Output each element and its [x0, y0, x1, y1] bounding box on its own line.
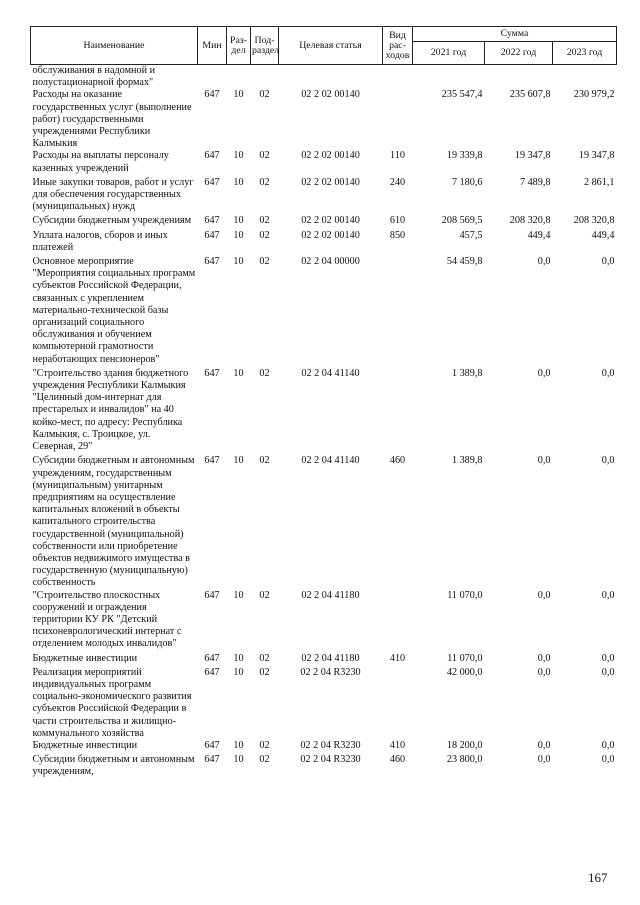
row-sum-2021: 11 070,0 [447, 589, 483, 601]
row-name: Бюджетные инвестиции [32, 739, 138, 751]
row-sum-2021: 1 389,8 [451, 455, 483, 467]
row-podrazdel: 02 [259, 215, 270, 227]
row-name: Субсидии бюджетным и автономным учреждениям, государственным (муниципальным) унитарным предприятиям на осуществление капитальных вложений в объекты капитального строительства государственной (муниципальной) собственности или приобретение объектов недвижимого имущества в государственную (муниципальную) собственность [32, 455, 195, 589]
row-min: 647 [204, 652, 220, 664]
row-name: Расходы на оказание государственных услуг (выполнение работ) государственными учреждениями Республики Калмыкия [32, 89, 192, 150]
header-year-2022: 2022 год [485, 42, 553, 65]
row-sum-2023: 449,4 [591, 229, 615, 241]
row-sum-2021: 457,5 [459, 229, 483, 241]
row-razdel: 10 [233, 455, 244, 467]
row-sum-2022: 0,0 [537, 455, 551, 467]
header-year-2023: 2023 год [553, 42, 617, 65]
table-row [31, 754, 617, 778]
row-vid [383, 256, 413, 368]
row-sum-2022: 0,0 [537, 589, 551, 601]
row-razdel: 10 [233, 256, 244, 268]
row-podrazdel: 02 [259, 256, 270, 268]
row-min [198, 65, 227, 90]
row-sum-2021: 11 070,0 [447, 652, 483, 664]
row-name: обслуживания в надомной и полустационарной формах" [32, 65, 156, 89]
row-min: 647 [204, 739, 220, 751]
row-min: 647 [204, 89, 220, 101]
row-name: "Строительство здания бюджетного учреждения Республики Калмыкия "Целинный дом-интернат для престарелых и инвалидов" на 40 койко-мест, по адресу: Республика Калмыкия, с. Троицкое, ул. Северная, 29" [32, 367, 189, 453]
row-podrazdel [251, 65, 279, 90]
row-sum-2021: 42 000,0 [446, 666, 483, 678]
row-name: Расходы на выплаты персоналу казенных учреждений [32, 150, 169, 174]
row-sum-2022: 235 607,8 [509, 89, 551, 101]
row-vid [383, 368, 413, 455]
row-podrazdel: 02 [259, 150, 270, 162]
row-podrazdel: 02 [259, 176, 270, 188]
row-sum-2022: 0,0 [537, 367, 551, 379]
table-row [31, 89, 617, 150]
row-name: Бюджетные инвестиции [32, 652, 138, 664]
row-sum-2023: 19 347,8 [578, 150, 615, 162]
table-row [31, 65, 617, 90]
row-sum-2021: 235 547,4 [441, 89, 483, 101]
row-podrazdel: 02 [259, 589, 270, 601]
table-row [31, 653, 617, 667]
header-year-2021: 2021 год [413, 42, 485, 65]
row-sum-2023: 0,0 [601, 589, 615, 601]
table-row [31, 215, 617, 229]
row-sum-2023: 0,0 [601, 739, 615, 751]
row-podrazdel: 02 [259, 739, 270, 751]
table-body [31, 65, 617, 779]
row-sum-2022: 0,0 [537, 256, 551, 268]
row-vid [383, 89, 413, 150]
table-row [31, 256, 617, 368]
row-sum-2023: 0,0 [601, 652, 615, 664]
header-razdel: Раз-дел [227, 27, 251, 65]
table-row [31, 455, 617, 589]
row-razdel [227, 65, 251, 90]
row-name: Уплата налогов, сборов и иных платежей [32, 229, 168, 253]
row-name: Реализация мероприятий индивидуальных программ социально-экономического развития субъектов Российской Федерации в части строительства и жилищно-коммунального хозяйства [32, 666, 192, 739]
header-target: Целевая статья [279, 27, 383, 65]
table-row [31, 740, 617, 754]
row-min: 647 [204, 367, 220, 379]
row-min: 647 [204, 589, 220, 601]
header-sum: Сумма [413, 27, 617, 42]
row-razdel: 10 [233, 229, 244, 241]
row-podrazdel: 02 [259, 229, 270, 241]
row-podrazdel: 02 [259, 754, 270, 766]
row-razdel: 10 [233, 215, 244, 227]
row-target [279, 65, 383, 90]
row-sum-2023: 0,0 [601, 256, 615, 268]
row-sum-2022 [485, 65, 553, 90]
row-podrazdel: 02 [259, 666, 270, 678]
row-vid: 460 [389, 455, 406, 467]
row-min: 647 [204, 455, 220, 467]
header-podrazdel: Под-раздел [251, 27, 279, 65]
row-sum-2022: 0,0 [537, 754, 551, 766]
row-vid: 460 [389, 754, 406, 766]
table-row [31, 150, 617, 176]
row-sum-2021: 19 339,8 [446, 150, 483, 162]
header-min: Мин [198, 27, 227, 65]
row-target: 02 2 02 00140 [301, 89, 360, 101]
row-razdel: 10 [233, 589, 244, 601]
row-vid [383, 590, 413, 653]
row-sum-2022: 0,0 [537, 739, 551, 751]
table-row [31, 368, 617, 455]
row-sum-2021: 23 800,0 [446, 754, 483, 766]
row-sum-2023: 208 320,8 [573, 215, 615, 227]
row-min: 647 [204, 666, 220, 678]
row-vid: 850 [389, 229, 406, 241]
row-target: 02 2 02 00140 [301, 176, 360, 188]
row-name: Субсидии бюджетным учреждениям [32, 215, 192, 227]
row-vid: 410 [389, 652, 406, 664]
row-razdel: 10 [233, 176, 244, 188]
row-sum-2023 [553, 65, 617, 90]
row-name: Основное мероприятие "Мероприятия социальных программ субъектов Российской Федерации, связанных с укреплением материально-технической базы организаций социального обслуживания и обучением компьютерной грамотности неработающих пенсионеров" [32, 256, 196, 365]
header-vid: Вид рас-ходов [383, 27, 413, 65]
row-razdel: 10 [233, 666, 244, 678]
row-sum-2021 [413, 65, 485, 90]
row-vid: 110 [390, 150, 405, 162]
page-number: 167 [588, 870, 608, 885]
row-target: 02 2 04 41140 [301, 367, 360, 379]
row-podrazdel: 02 [259, 89, 270, 101]
row-sum-2021: 1 389,8 [451, 367, 483, 379]
row-target: 02 2 04 00000 [301, 256, 360, 268]
row-sum-2022: 19 347,8 [514, 150, 551, 162]
table-row [31, 177, 617, 216]
table-row [31, 590, 617, 653]
row-podrazdel: 02 [259, 652, 270, 664]
row-vid: 610 [389, 215, 406, 227]
row-sum-2023: 0,0 [601, 754, 615, 766]
row-sum-2021: 54 459,8 [446, 256, 483, 268]
row-sum-2023: 2 861,1 [583, 176, 615, 188]
row-name: Иные закупки товаров, работ и услуг для обеспечения государственных (муниципальных) нужд [32, 176, 194, 213]
header-name: Наименование [31, 27, 198, 65]
row-min: 647 [204, 256, 220, 268]
row-target: 02 2 04 41180 [301, 589, 360, 601]
row-vid: 410 [389, 739, 406, 751]
table-row [31, 667, 617, 740]
row-sum-2022: 0,0 [537, 652, 551, 664]
row-target: 02 2 04 41180 [301, 652, 360, 664]
row-sum-2022: 0,0 [537, 666, 551, 678]
row-vid [383, 65, 413, 90]
row-sum-2022: 449,4 [527, 229, 551, 241]
row-target: 02 2 02 00140 [301, 229, 360, 241]
row-sum-2022: 7 489,8 [519, 176, 551, 188]
row-sum-2023: 0,0 [601, 367, 615, 379]
row-target: 02 2 04 41140 [301, 455, 360, 467]
row-razdel: 10 [233, 652, 244, 664]
row-razdel: 10 [233, 367, 244, 379]
row-podrazdel: 02 [259, 455, 270, 467]
row-sum-2021: 18 200,0 [446, 739, 483, 751]
row-target: 02 2 04 R3230 [300, 739, 361, 751]
row-name: Субсидии бюджетным и автономным учреждениям, [32, 754, 195, 778]
row-min: 647 [204, 229, 220, 241]
row-target: 02 2 02 00140 [301, 215, 360, 227]
row-name: "Строительство плоскостных сооружений и ограждения территории КУ РК "Детский психоневрологический интернат с отделением молодых инвалидов" [32, 589, 182, 650]
row-target: 02 2 02 00140 [301, 150, 360, 162]
row-min: 647 [204, 215, 220, 227]
row-min: 647 [204, 150, 220, 162]
row-min: 647 [204, 176, 220, 188]
row-sum-2021: 208 569,5 [441, 215, 483, 227]
row-sum-2023: 0,0 [601, 666, 615, 678]
row-target: 02 2 04 R3230 [300, 754, 361, 766]
row-razdel: 10 [233, 739, 244, 751]
row-sum-2023: 0,0 [601, 455, 615, 467]
row-sum-2021: 7 180,6 [451, 176, 483, 188]
row-podrazdel: 02 [259, 367, 270, 379]
row-razdel: 10 [233, 754, 244, 766]
row-razdel: 10 [233, 150, 244, 162]
row-target: 02 2 04 R3230 [300, 666, 361, 678]
budget-table [30, 26, 617, 779]
row-vid: 240 [389, 176, 406, 188]
row-razdel: 10 [233, 89, 244, 101]
row-min: 647 [204, 754, 220, 766]
row-vid [383, 667, 413, 740]
table-row [31, 230, 617, 256]
row-sum-2023: 230 979,2 [573, 89, 615, 101]
table-header [31, 27, 617, 65]
row-sum-2022: 208 320,8 [509, 215, 551, 227]
